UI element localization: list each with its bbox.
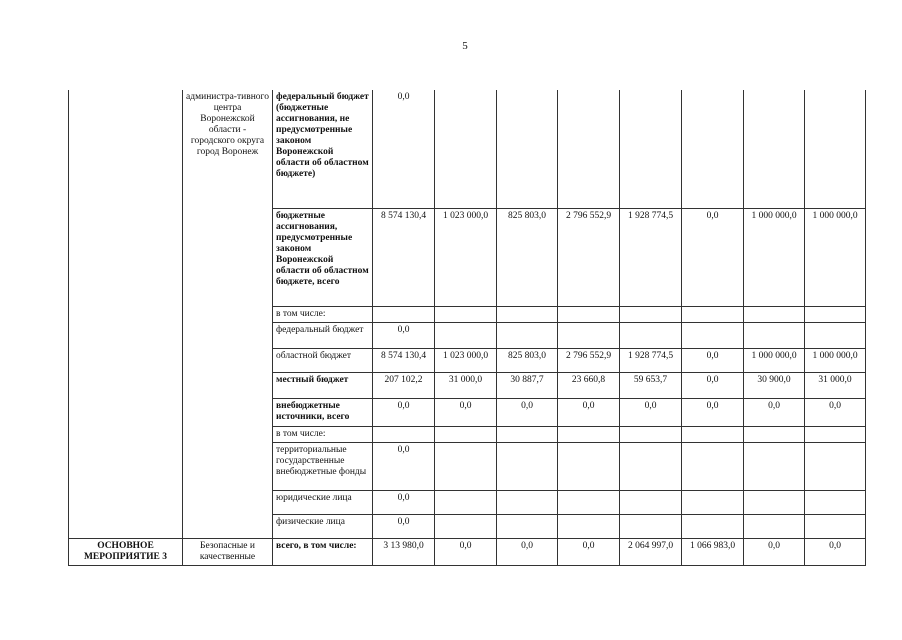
value-cell xyxy=(497,490,558,514)
row-label: в том числе: xyxy=(273,426,373,442)
value-cell xyxy=(497,426,558,442)
value-cell xyxy=(620,442,682,490)
value-cell xyxy=(744,322,805,348)
value-cell: 8 574 130,4 xyxy=(373,348,435,372)
value-cell: 0,0 xyxy=(373,514,435,538)
value-cell xyxy=(805,90,866,208)
responsible-cell: администра-тивного центра Воронежской области - городского округа город Воронеж xyxy=(183,90,273,538)
value-cell: 825 803,0 xyxy=(497,208,558,306)
value-cell xyxy=(744,442,805,490)
value-cell xyxy=(805,426,866,442)
value-cell: 1 000 000,0 xyxy=(805,348,866,372)
page-number: 5 xyxy=(462,40,468,52)
row-label: в том числе: xyxy=(273,306,373,322)
value-cell: 0,0 xyxy=(682,398,744,426)
value-cell xyxy=(435,306,497,322)
value-cell: 8 574 130,4 xyxy=(373,208,435,306)
value-cell: 0,0 xyxy=(805,538,866,565)
value-cell xyxy=(435,442,497,490)
value-cell xyxy=(682,306,744,322)
value-cell xyxy=(558,442,620,490)
value-cell: 0,0 xyxy=(497,398,558,426)
value-cell xyxy=(805,514,866,538)
row-label: территориальные государственные внебюджетные фонды xyxy=(273,442,373,490)
value-cell: 0,0 xyxy=(682,208,744,306)
value-cell: 1 066 983,0 xyxy=(682,538,744,565)
value-cell xyxy=(805,442,866,490)
value-cell: 59 653,7 xyxy=(620,372,682,398)
value-cell: 0,0 xyxy=(373,490,435,514)
value-cell: 0,0 xyxy=(373,398,435,426)
value-cell xyxy=(744,90,805,208)
value-cell: 0,0 xyxy=(805,398,866,426)
table-row xyxy=(69,90,866,208)
value-cell xyxy=(558,322,620,348)
value-cell: 0,0 xyxy=(744,538,805,565)
value-cell xyxy=(744,490,805,514)
value-cell: 0,0 xyxy=(620,398,682,426)
value-cell xyxy=(744,514,805,538)
value-cell: 0,0 xyxy=(497,538,558,565)
event-description: Безопасные и качественные xyxy=(183,538,273,565)
value-cell: 2 064 997,0 xyxy=(620,538,682,565)
value-cell xyxy=(805,322,866,348)
value-cell: 0,0 xyxy=(558,538,620,565)
value-cell: 2 796 552,9 xyxy=(558,348,620,372)
table-row xyxy=(69,538,866,565)
value-cell xyxy=(497,514,558,538)
value-cell xyxy=(620,514,682,538)
value-cell: 0,0 xyxy=(682,372,744,398)
event-title: ОСНОВНОЕ МЕРОПРИЯТИЕ 3 xyxy=(69,538,183,565)
value-cell xyxy=(620,490,682,514)
event-cell xyxy=(69,90,183,538)
value-cell xyxy=(435,90,497,208)
value-cell: 1 000 000,0 xyxy=(744,348,805,372)
row-label: юридические лица xyxy=(273,490,373,514)
value-cell xyxy=(497,90,558,208)
value-cell xyxy=(373,306,435,322)
value-cell xyxy=(558,90,620,208)
value-cell: 0,0 xyxy=(558,398,620,426)
value-cell xyxy=(620,90,682,208)
budget-table xyxy=(68,90,866,566)
value-cell xyxy=(435,490,497,514)
value-cell: 3 13 980,0 xyxy=(373,538,435,565)
value-cell xyxy=(682,490,744,514)
value-cell: 31 000,0 xyxy=(435,372,497,398)
value-cell xyxy=(497,442,558,490)
value-cell: 0,0 xyxy=(373,90,435,208)
value-cell xyxy=(558,490,620,514)
value-cell: 1 023 000,0 xyxy=(435,208,497,306)
value-cell: 1 000 000,0 xyxy=(805,208,866,306)
value-cell xyxy=(497,322,558,348)
value-cell xyxy=(435,322,497,348)
value-cell xyxy=(805,306,866,322)
value-cell: 825 803,0 xyxy=(497,348,558,372)
value-cell: 0,0 xyxy=(682,348,744,372)
value-cell xyxy=(682,442,744,490)
value-cell: 0,0 xyxy=(744,398,805,426)
value-cell: 0,0 xyxy=(373,442,435,490)
value-cell: 30 887,7 xyxy=(497,372,558,398)
row-label: всего, в том числе: xyxy=(273,538,373,565)
value-cell: 30 900,0 xyxy=(744,372,805,398)
value-cell: 31 000,0 xyxy=(805,372,866,398)
row-label: физические лица xyxy=(273,514,373,538)
value-cell xyxy=(682,514,744,538)
value-cell xyxy=(558,426,620,442)
value-cell xyxy=(620,426,682,442)
value-cell xyxy=(682,426,744,442)
value-cell: 2 796 552,9 xyxy=(558,208,620,306)
value-cell: 1 928 774,5 xyxy=(620,348,682,372)
value-cell: 0,0 xyxy=(435,538,497,565)
value-cell xyxy=(373,426,435,442)
value-cell: 1 928 774,5 xyxy=(620,208,682,306)
value-cell: 1 000 000,0 xyxy=(744,208,805,306)
value-cell: 0,0 xyxy=(373,322,435,348)
value-cell xyxy=(558,306,620,322)
value-cell xyxy=(435,426,497,442)
value-cell xyxy=(558,514,620,538)
value-cell xyxy=(805,490,866,514)
row-label: местный бюджет xyxy=(273,372,373,398)
value-cell xyxy=(682,322,744,348)
value-cell: 0,0 xyxy=(435,398,497,426)
row-label: внебюджетные источники, всего xyxy=(273,398,373,426)
value-cell xyxy=(620,322,682,348)
value-cell: 207 102,2 xyxy=(373,372,435,398)
value-cell xyxy=(435,514,497,538)
value-cell xyxy=(744,306,805,322)
value-cell xyxy=(744,426,805,442)
row-label: бюджетные ассигнования, предусмотренные законом Воронежской области об областном бюджете, всего xyxy=(273,208,373,306)
row-label: федеральный бюджет xyxy=(273,322,373,348)
row-label: федеральный бюджет (бюджетные ассигнования, не предусмотренные законом Воронежской области об областном бюджете) xyxy=(273,90,373,208)
value-cell xyxy=(682,90,744,208)
value-cell: 23 660,8 xyxy=(558,372,620,398)
value-cell xyxy=(497,306,558,322)
value-cell xyxy=(620,306,682,322)
value-cell: 1 023 000,0 xyxy=(435,348,497,372)
row-label: областной бюджет xyxy=(273,348,373,372)
